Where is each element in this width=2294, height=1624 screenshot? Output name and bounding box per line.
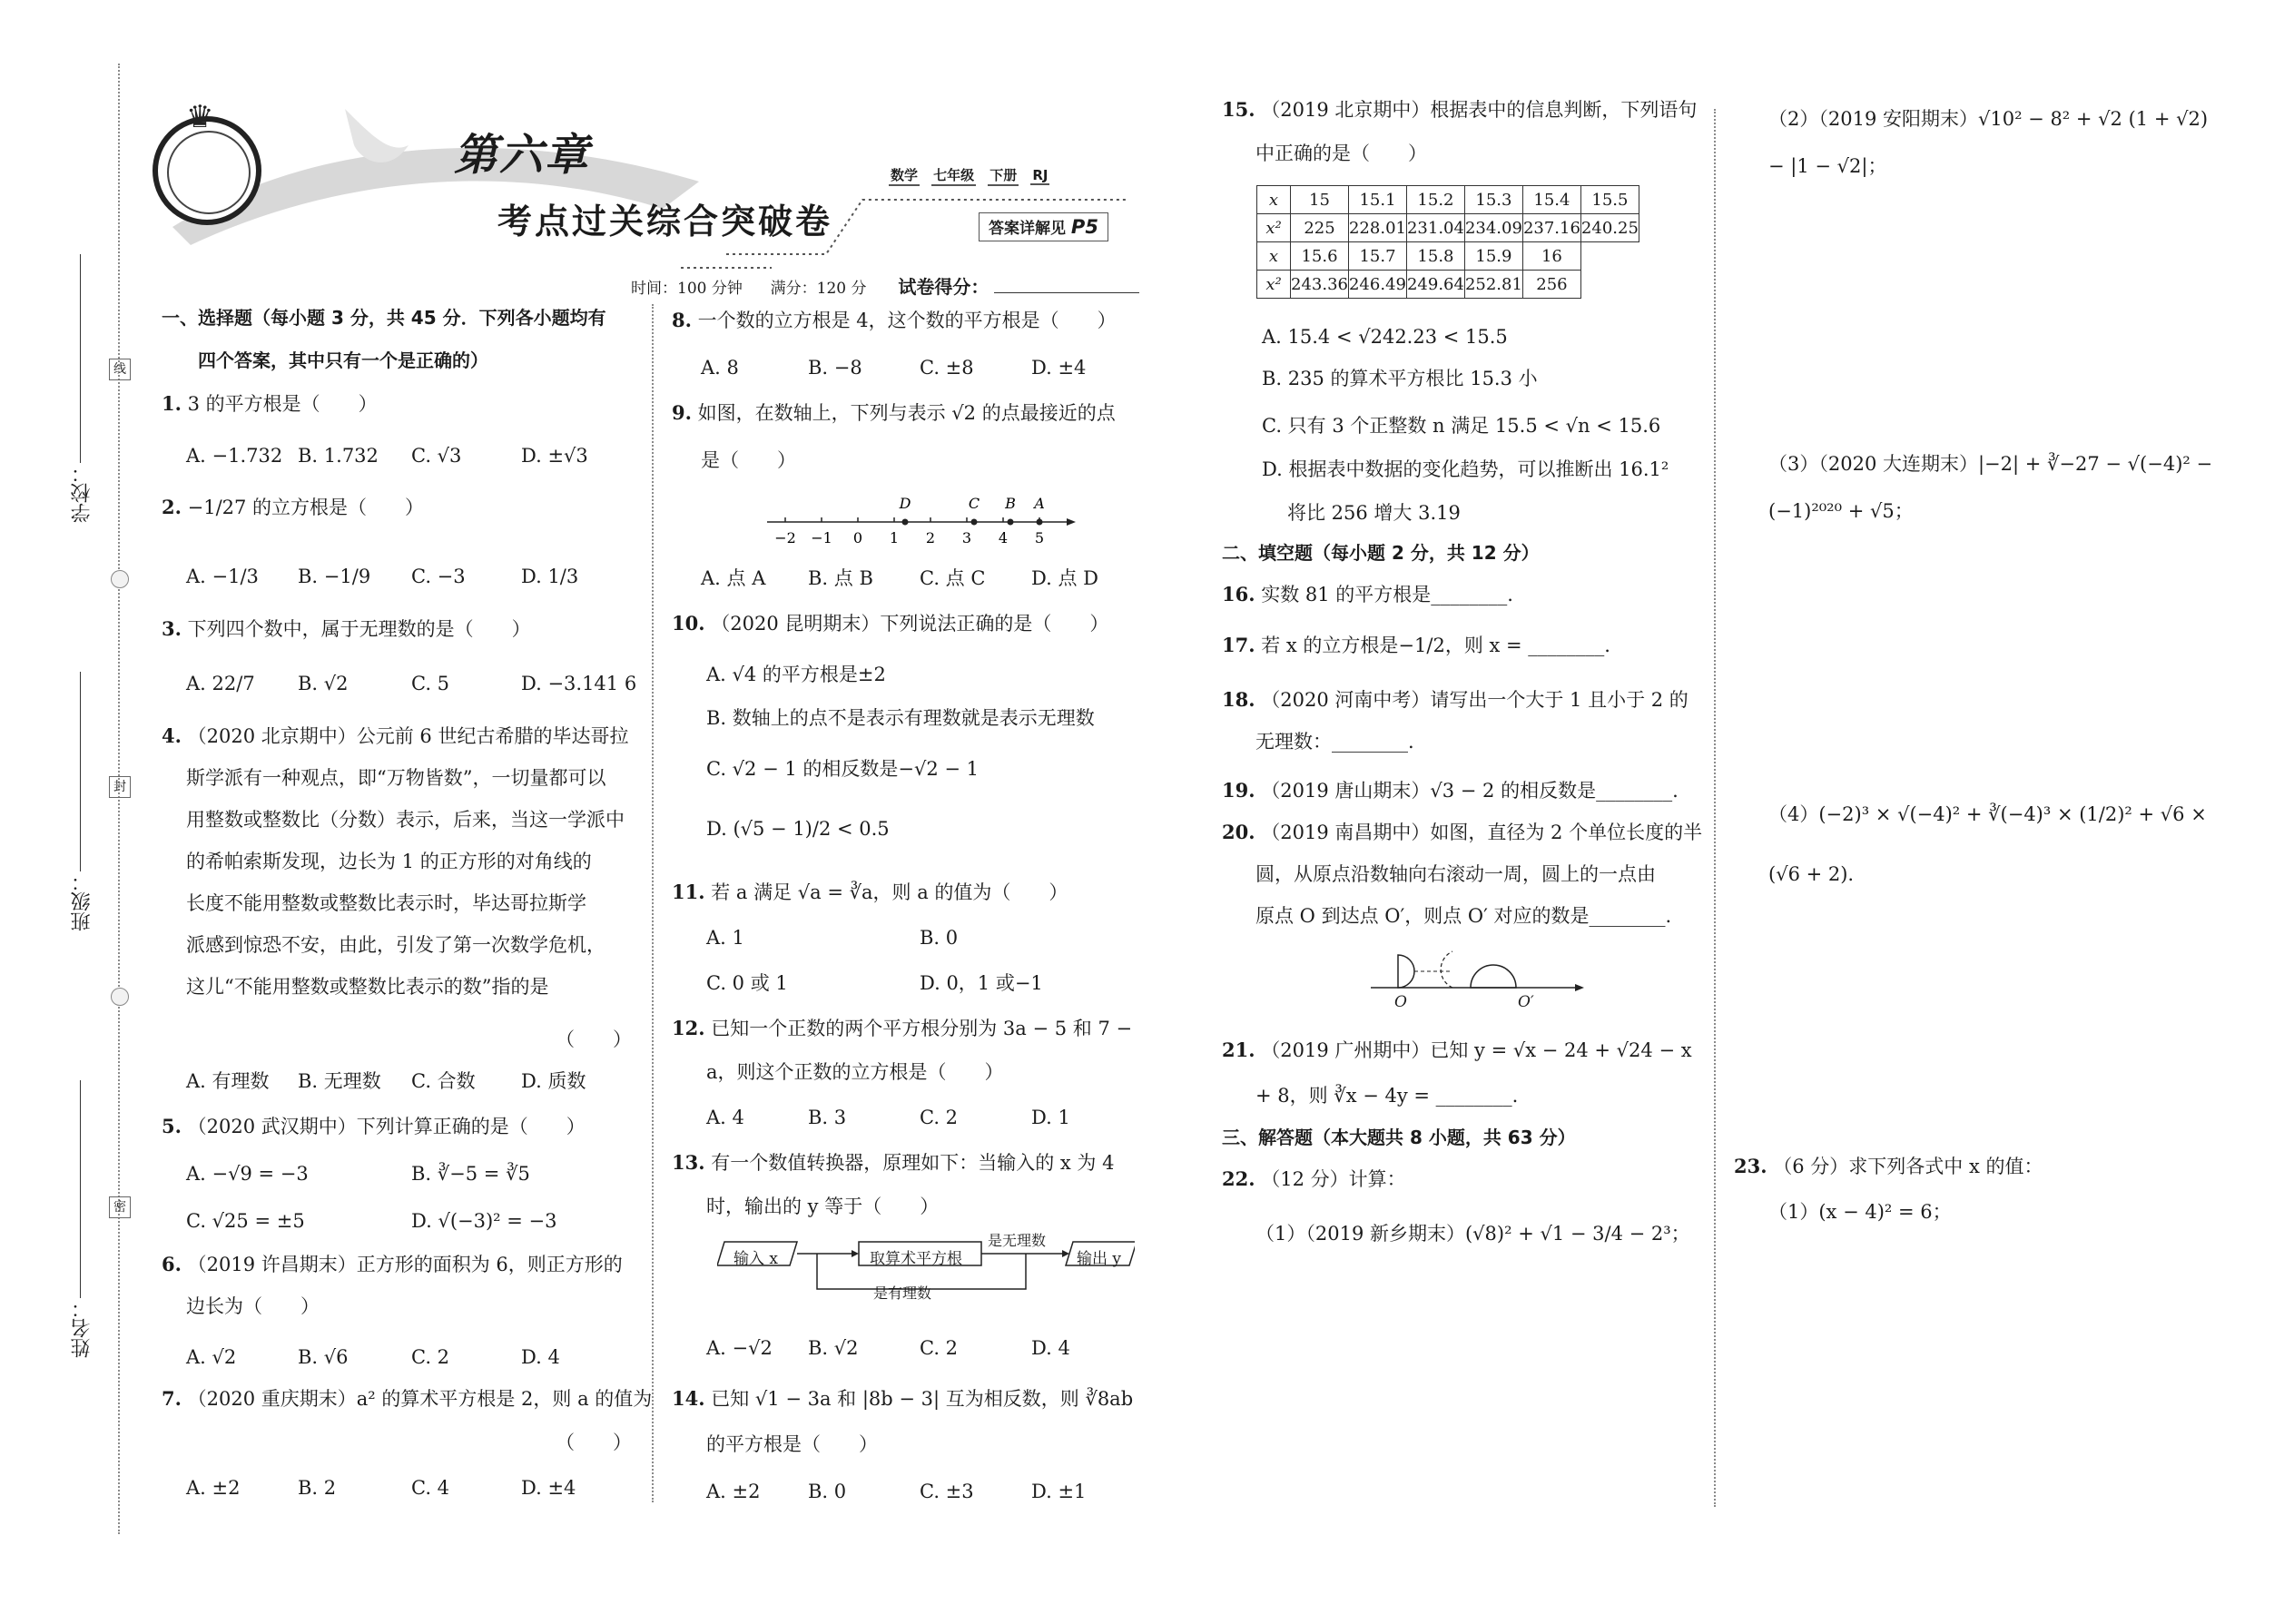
q8-option-c[interactable]: C. ±8	[920, 357, 974, 379]
table-cell: 246.49	[1348, 271, 1406, 299]
q4-option-b[interactable]: B. 无理数	[298, 1070, 381, 1092]
q13-option-b[interactable]: B. √2	[808, 1337, 859, 1359]
table-cell: x	[1257, 242, 1291, 271]
q15-option-a[interactable]: A. 15.4 < √242.23 < 15.5	[1262, 326, 1508, 348]
score-blank[interactable]	[994, 276, 1139, 293]
binding-hole-icon	[111, 570, 129, 588]
section3-title: 三、解答题（本大题共 8 小题，共 63 分）	[1222, 1127, 1576, 1148]
q22-part-1: （1）（2019 新乡期末）(√8)² + √1 − 3/4 − 2³；	[1255, 1223, 1690, 1245]
table-cell: 228.01	[1348, 214, 1406, 242]
logo-crown-icon: ♛	[186, 99, 214, 135]
q18-text-1: （2020 河南中考）请写出一个大于 1 且小于 2 的	[1261, 689, 1689, 711]
semi-axis-arrow	[1575, 984, 1584, 991]
q8	[672, 307, 1117, 334]
q22	[1222, 1166, 1406, 1193]
table-cell: 256	[1522, 271, 1580, 299]
class-underline	[80, 672, 81, 871]
meta-edition: RJ	[1032, 167, 1049, 183]
q7-text: （2020 重庆期末）a² 的算术平方根是 2，则 a 的值为	[187, 1388, 653, 1410]
number-line-point	[1008, 519, 1014, 526]
q7-option-c[interactable]: C. 4	[411, 1477, 450, 1499]
q15-option-d-cont: 将比 256 增大 3.19	[1287, 502, 1461, 524]
exam-info	[631, 272, 1139, 299]
q4-line-7: 这儿“不能用整数或整数比表示的数”指的是	[186, 976, 549, 998]
column-divider-1	[652, 304, 654, 1502]
q11-option-b[interactable]: B. 0	[920, 927, 959, 949]
seal-mark-secret: 密	[109, 1196, 131, 1218]
q12-num: 12.	[672, 1017, 705, 1039]
q6-option-c[interactable]: C. 2	[411, 1346, 450, 1368]
q19-text: （2019 唐山期末）√3 − 2 的相反数是________.	[1261, 780, 1679, 802]
q11-option-c[interactable]: C. 0 或 1	[706, 972, 788, 994]
q12-line-1	[672, 1015, 1132, 1042]
q12-option-b[interactable]: B. 3	[808, 1107, 847, 1128]
q15-text-1: （2019 北京期中）根据表中的信息判断，下列语句	[1261, 99, 1698, 121]
q4-line-2: 斯学派有一种观点，即“万物皆数”，一切量都可以	[186, 767, 606, 789]
table-cell: 15.1	[1348, 186, 1406, 214]
q1	[162, 390, 378, 418]
q4-option-a[interactable]: A. 有理数	[186, 1070, 270, 1092]
q2-option-b[interactable]: B. −1/9	[298, 566, 371, 587]
q4-text-1: （2020 北京期中）公元前 6 世纪古希腊的毕达哥拉	[187, 725, 629, 747]
q9-num: 9.	[672, 401, 692, 424]
q13-line-1	[672, 1149, 1114, 1176]
q11-num: 11.	[672, 881, 705, 903]
number-line-arrow	[1067, 518, 1076, 526]
semi-label-o-prime: O′	[1518, 993, 1534, 1011]
answer-page: P5	[1070, 216, 1098, 238]
q4-num: 4.	[162, 724, 182, 747]
q3-num: 3.	[162, 617, 182, 640]
q4-line-3: 用整数或整数比（分数）表示，后来，当这一学派中	[186, 809, 625, 831]
q5-option-b[interactable]: B. ∛−5 = ∛5	[411, 1163, 530, 1185]
table-row	[1257, 186, 1639, 214]
q18-line-1	[1222, 686, 1689, 714]
name-label: 姓名：	[71, 1298, 94, 1358]
q15-num: 15.	[1222, 98, 1255, 121]
table-cell: 15.9	[1464, 242, 1522, 271]
table-cell: 16	[1522, 242, 1580, 271]
q4-option-c[interactable]: C. 合数	[411, 1070, 476, 1092]
q5-option-a[interactable]: A. −√9 = −3	[186, 1163, 309, 1185]
q11-option-d[interactable]: D. 0，1 或−1	[920, 972, 1043, 994]
table-row	[1257, 271, 1639, 299]
seal-mark-seal: 封	[109, 776, 131, 798]
q17-num: 17.	[1222, 634, 1255, 656]
number-line-point	[902, 519, 909, 526]
table-cell: 240.25	[1580, 214, 1639, 242]
number-line-tick-label: 0	[852, 529, 863, 546]
q4-line-1	[162, 723, 628, 750]
q8-option-d[interactable]: D. ±4	[1031, 357, 1087, 379]
number-line-point-label: D	[899, 495, 911, 512]
q10-option-c[interactable]: C. √2 − 1 的相反数是−√2 − 1	[706, 758, 980, 780]
column-divider-2	[1714, 109, 1716, 1507]
q19	[1222, 777, 1679, 804]
q13-text-1: 有一个数值转换器，原理如下：当输入的 x 为 4	[711, 1152, 1115, 1174]
q7-paren[interactable]: （ ）	[556, 1432, 632, 1453]
binding-dashed-line	[118, 64, 120, 1534]
q13-line-2: 时，输出的 y 等于（ ）	[706, 1196, 940, 1217]
table-cell-empty	[1580, 242, 1639, 271]
semi-label-o: O	[1394, 993, 1407, 1011]
q20-num: 20.	[1222, 821, 1255, 843]
semi-end	[1471, 965, 1516, 988]
q12-text-1: 已知一个正数的两个平方根分别为 3a − 5 和 7 −	[711, 1018, 1133, 1039]
table-cell: 15.5	[1580, 186, 1639, 214]
q23-num: 23.	[1734, 1155, 1767, 1177]
q5-option-c[interactable]: C. √25 = ±5	[186, 1210, 305, 1232]
q9-option-b[interactable]: B. 点 B	[808, 567, 873, 589]
number-line-point-label: C	[968, 495, 980, 512]
q13-option-a[interactable]: A. −√2	[706, 1337, 773, 1359]
q22-text: （12 分）计算：	[1261, 1168, 1406, 1190]
flow-yes-label: 是无理数	[988, 1232, 1047, 1249]
table-cell-empty	[1580, 271, 1639, 299]
q3	[162, 615, 531, 643]
square-table	[1256, 185, 1639, 299]
q19-num: 19.	[1222, 779, 1255, 802]
q6-line-1	[162, 1251, 623, 1278]
table-cell: x²	[1257, 214, 1291, 242]
q7-num: 7.	[162, 1387, 182, 1410]
q7-option-b[interactable]: B. 2	[298, 1477, 337, 1499]
q15-line-2: 中正确的是（ ）	[1255, 143, 1427, 164]
school-underline	[80, 254, 81, 463]
q22-part-3-line-2: (−1)²⁰²⁰ + √5；	[1768, 500, 1914, 522]
q4-line-5: 长度不能用整数或整数比表示时，毕达哥拉斯学	[186, 892, 586, 914]
chapter-title: 第六章	[454, 130, 591, 181]
q5-num: 5.	[162, 1115, 182, 1137]
paper-title: 考点过关综合突破卷	[497, 202, 833, 241]
table-cell: 231.04	[1406, 214, 1464, 242]
q1-option-b[interactable]: B. 1.732	[298, 445, 379, 467]
q9-text-1: 如图，在数轴上，下列与表示 √2 的点最接近的点	[697, 402, 1116, 424]
q6-num: 6.	[162, 1253, 182, 1275]
table-cell: 225	[1291, 214, 1349, 242]
q13-option-c[interactable]: C. 2	[920, 1337, 959, 1359]
table-cell: 15	[1291, 186, 1349, 214]
meta-grade: 七年级	[931, 165, 976, 186]
number-line-tick-label: 4	[998, 529, 1009, 546]
q16-text: 实数 81 的平方根是________.	[1261, 584, 1513, 605]
full-score: 满分：120 分	[770, 280, 867, 298]
section1-title: 一、选择题（每小题 3 分，共 45 分．下列各小题均有	[162, 307, 606, 329]
seal-mark-line: 线	[109, 359, 131, 380]
q10-text: （2020 昆明期末）下列说法正确的是（ ）	[711, 613, 1109, 635]
class-label: 班级：	[71, 871, 94, 931]
table-cell: 15.7	[1348, 242, 1406, 271]
q4-option-d[interactable]: D. 质数	[521, 1070, 586, 1092]
q9-line-2: 是（ ）	[701, 449, 796, 471]
q6-option-b[interactable]: B. √6	[298, 1346, 349, 1368]
q1-option-d[interactable]: D. ±√3	[521, 445, 588, 467]
q20-line-1	[1222, 819, 1702, 846]
q10-option-a[interactable]: A. √4 的平方根是±2	[706, 664, 886, 685]
q9-option-d[interactable]: D. 点 D	[1031, 567, 1098, 589]
q1-option-a[interactable]: A. −1.732	[186, 445, 283, 467]
q5-text: （2020 武汉期中）下列计算正确的是（ ）	[187, 1116, 586, 1137]
binding-hole-icon	[111, 988, 129, 1006]
number-line-point	[971, 519, 978, 526]
q8-option-b[interactable]: B. −8	[808, 357, 862, 379]
flow-no-label: 是有理数	[873, 1284, 932, 1302]
meta-tags	[885, 165, 1053, 186]
meta-volume: 下册	[988, 165, 1019, 186]
logo-inner-ring	[167, 131, 251, 214]
q11-text: 若 a 满足 √a = ∛a，则 a 的值为（ ）	[711, 881, 1068, 903]
q2-num: 2.	[162, 496, 182, 518]
q11-option-a[interactable]: A. 1	[706, 927, 744, 949]
q14-line-2: 的平方根是（ ）	[706, 1433, 878, 1455]
q23-part-1: （1）(x − 4)² = 6；	[1768, 1201, 1952, 1223]
q20-text-1: （2019 南昌期中）如图，直径为 2 个单位长度的半	[1261, 822, 1703, 843]
number-line-figure	[763, 490, 1080, 554]
table-cell: 15.8	[1406, 242, 1464, 271]
q17	[1222, 632, 1610, 659]
q18-num: 18.	[1222, 688, 1255, 711]
table-cell: 15.4	[1522, 186, 1580, 214]
q18-line-2: 无理数：________.	[1255, 731, 1414, 753]
header-banner	[136, 100, 1153, 281]
number-line-tick-label: 1	[889, 529, 900, 546]
time-limit: 时间：100 分钟	[631, 280, 743, 298]
q22-part-4-line-1: （4）(−2)³ × √(−4)² + ∛(−4)³ × (1/2)² + √6 ×	[1768, 803, 2207, 825]
q14-text-1: 已知 √1 − 3a 和 |8b − 3| 互为相反数，则 ∛8ab	[711, 1388, 1134, 1410]
q15-option-b[interactable]: B. 235 的算术平方根比 15.3 小	[1262, 368, 1538, 389]
q2	[162, 494, 424, 521]
table-cell: x²	[1257, 271, 1291, 299]
q2-text: −1/27 的立方根是（ ）	[187, 497, 425, 518]
q21-line-1	[1222, 1037, 1692, 1064]
q3-option-d[interactable]: D. −3.141 6	[521, 673, 637, 694]
q6-line-2: 边长为（ ）	[186, 1295, 320, 1317]
q15-line-1	[1222, 96, 1697, 123]
q2-option-c[interactable]: C. −3	[411, 566, 466, 587]
section2-title: 二、填空题（每小题 2 分，共 12 分）	[1222, 542, 1540, 564]
q8-option-a[interactable]: A. 8	[701, 357, 739, 379]
table-cell: 237.16	[1522, 214, 1580, 242]
q22-num: 22.	[1222, 1167, 1255, 1190]
q5	[162, 1113, 586, 1140]
number-line-tick-label: −2	[774, 529, 796, 546]
school-label: 学校：	[71, 463, 94, 523]
q14-line-1	[672, 1385, 1133, 1412]
q12-option-c[interactable]: C. 2	[920, 1107, 959, 1128]
number-line-tick-label: 2	[925, 529, 936, 546]
table-cell: 15.3	[1464, 186, 1522, 214]
q6-option-d[interactable]: D. 4	[521, 1346, 560, 1368]
q7-option-a[interactable]: A. ±2	[186, 1477, 241, 1499]
semi-rolling	[1441, 951, 1452, 988]
q3-text: 下列四个数中，属于无理数的是（ ）	[187, 618, 531, 640]
section1-title-cont: 四个答案，其中只有一个是正确的）	[198, 349, 488, 371]
q10-option-b[interactable]: B. 数轴上的点不是表示有理数就是表示无理数	[706, 707, 1095, 729]
q22-part-3-line-1: （3）（2020 大连期末）|−2| + ∛−27 − √(−4)² −	[1768, 453, 2213, 475]
q6-option-a[interactable]: A. √2	[186, 1346, 237, 1368]
number-line-tick-label: 3	[961, 529, 972, 546]
q23	[1734, 1153, 2043, 1180]
q20-line-2: 圆，从原点沿数轴向右滚动一周，圆上的一点由	[1255, 863, 1656, 885]
answer-ref-label: 答案详解见	[989, 220, 1066, 238]
q11	[672, 879, 1068, 906]
q1-option-c[interactable]: C. √3	[411, 445, 462, 467]
q21-line-2: + 8，则 ∛x − 4y = ________.	[1255, 1085, 1519, 1107]
q10-option-d[interactable]: D. (√5 − 1)/2 < 0.5	[706, 818, 890, 840]
flow-process-label: 取算术平方根	[870, 1250, 962, 1268]
q13-num: 13.	[672, 1151, 705, 1174]
q9-line-1	[672, 399, 1116, 427]
meta-subject: 数学	[889, 165, 920, 186]
q15-option-d[interactable]: D. 根据表中数据的变化趋势，可以推断出 16.1²	[1262, 458, 1669, 480]
number-line-tick-label: −1	[811, 529, 832, 546]
q7	[162, 1385, 652, 1412]
q4-line-4: 的希帕索斯发现，边长为 1 的正方形的对角线的	[186, 851, 592, 872]
q14-option-c[interactable]: C. ±3	[920, 1481, 974, 1502]
q22-part-4-line-2: (√6 + 2).	[1768, 863, 1855, 885]
table-cell: 234.09	[1464, 214, 1522, 242]
q23-text: （6 分）求下列各式中 x 的值：	[1773, 1156, 2043, 1177]
q8-num: 8.	[672, 309, 692, 331]
q8-text: 一个数的立方根是 4，这个数的平方根是（ ）	[697, 310, 1117, 331]
q15-option-c[interactable]: C. 只有 3 个正整数 n 满足 15.5 < √n < 15.6	[1262, 415, 1661, 437]
q6-text-1: （2019 许昌期末）正方形的面积为 6，则正方形的	[187, 1254, 623, 1275]
q2-option-d[interactable]: D. 1/3	[521, 566, 579, 587]
flow-output-label: 输出 y	[1077, 1250, 1122, 1268]
table-row	[1257, 242, 1639, 271]
q14-option-b[interactable]: B. 0	[808, 1481, 847, 1502]
q16-num: 16.	[1222, 583, 1255, 605]
semi-start	[1398, 955, 1414, 988]
q13-option-d[interactable]: D. 4	[1031, 1337, 1070, 1359]
number-line-tick-label: 5	[1034, 529, 1045, 546]
q14-option-d[interactable]: D. ±1	[1031, 1481, 1087, 1502]
answer-reference-box	[979, 212, 1108, 241]
q21-text-1: （2019 广州期中）已知 y = √x − 24 + √24 − x	[1261, 1039, 1692, 1061]
score-label: 试卷得分：	[898, 276, 989, 298]
table-cell: 15.2	[1406, 186, 1464, 214]
q20-line-3: 原点 O 到达点 O′，则点 O′ 对应的数是________.	[1255, 905, 1672, 927]
q3-option-b[interactable]: B. √2	[298, 673, 349, 694]
q22-part-2-line-1: （2）（2019 安阳期末）√10² − 8² + √2 (1 + √2)	[1768, 108, 2209, 130]
q12-option-d[interactable]: D. 1	[1031, 1107, 1070, 1128]
table-cell: 243.36	[1291, 271, 1349, 299]
table-cell: 249.64	[1406, 271, 1464, 299]
q9-option-c[interactable]: C. 点 C	[920, 567, 986, 589]
q10-num: 10.	[672, 612, 705, 635]
q12-line-2: a，则这个正数的立方根是（ ）	[706, 1061, 1004, 1083]
q21-num: 21.	[1222, 1038, 1255, 1061]
q17-text: 若 x 的立方根是−1/2，则 x = ________.	[1261, 635, 1610, 656]
q12-option-a[interactable]: A. 4	[706, 1107, 744, 1128]
table-cell: 252.81	[1464, 271, 1522, 299]
q4-line-6: 派感到惊恐不安，由此，引发了第一次数学危机，	[186, 934, 605, 956]
number-line-point	[1037, 519, 1043, 526]
flow-input-label: 输入 x	[733, 1250, 778, 1268]
q16	[1222, 581, 1513, 608]
q22-part-2-line-2: − |1 − √2|；	[1768, 155, 1887, 177]
q2-option-a[interactable]: A. −1/3	[186, 566, 259, 587]
table-row	[1257, 214, 1639, 242]
name-underline	[80, 1080, 81, 1298]
number-line-point-label: A	[1034, 495, 1045, 512]
q3-option-c[interactable]: C. 5	[411, 673, 450, 694]
q14-num: 14.	[672, 1387, 705, 1410]
q10	[672, 610, 1108, 637]
q14-option-a[interactable]: A. ±2	[706, 1481, 761, 1502]
table-cell: x	[1257, 186, 1291, 214]
q9-option-a[interactable]: A. 点 A	[701, 567, 766, 589]
number-line-point-label: B	[1005, 495, 1016, 512]
q1-num: 1.	[162, 392, 182, 415]
q4-paren[interactable]: （ ）	[556, 1029, 632, 1050]
q5-option-d[interactable]: D. √(−3)² = −3	[411, 1210, 557, 1232]
table-cell: 15.6	[1291, 242, 1349, 271]
q3-option-a[interactable]: A. 22/7	[186, 673, 255, 694]
q1-text: 3 的平方根是（ ）	[187, 393, 378, 415]
q7-option-d[interactable]: D. ±4	[521, 1477, 576, 1499]
